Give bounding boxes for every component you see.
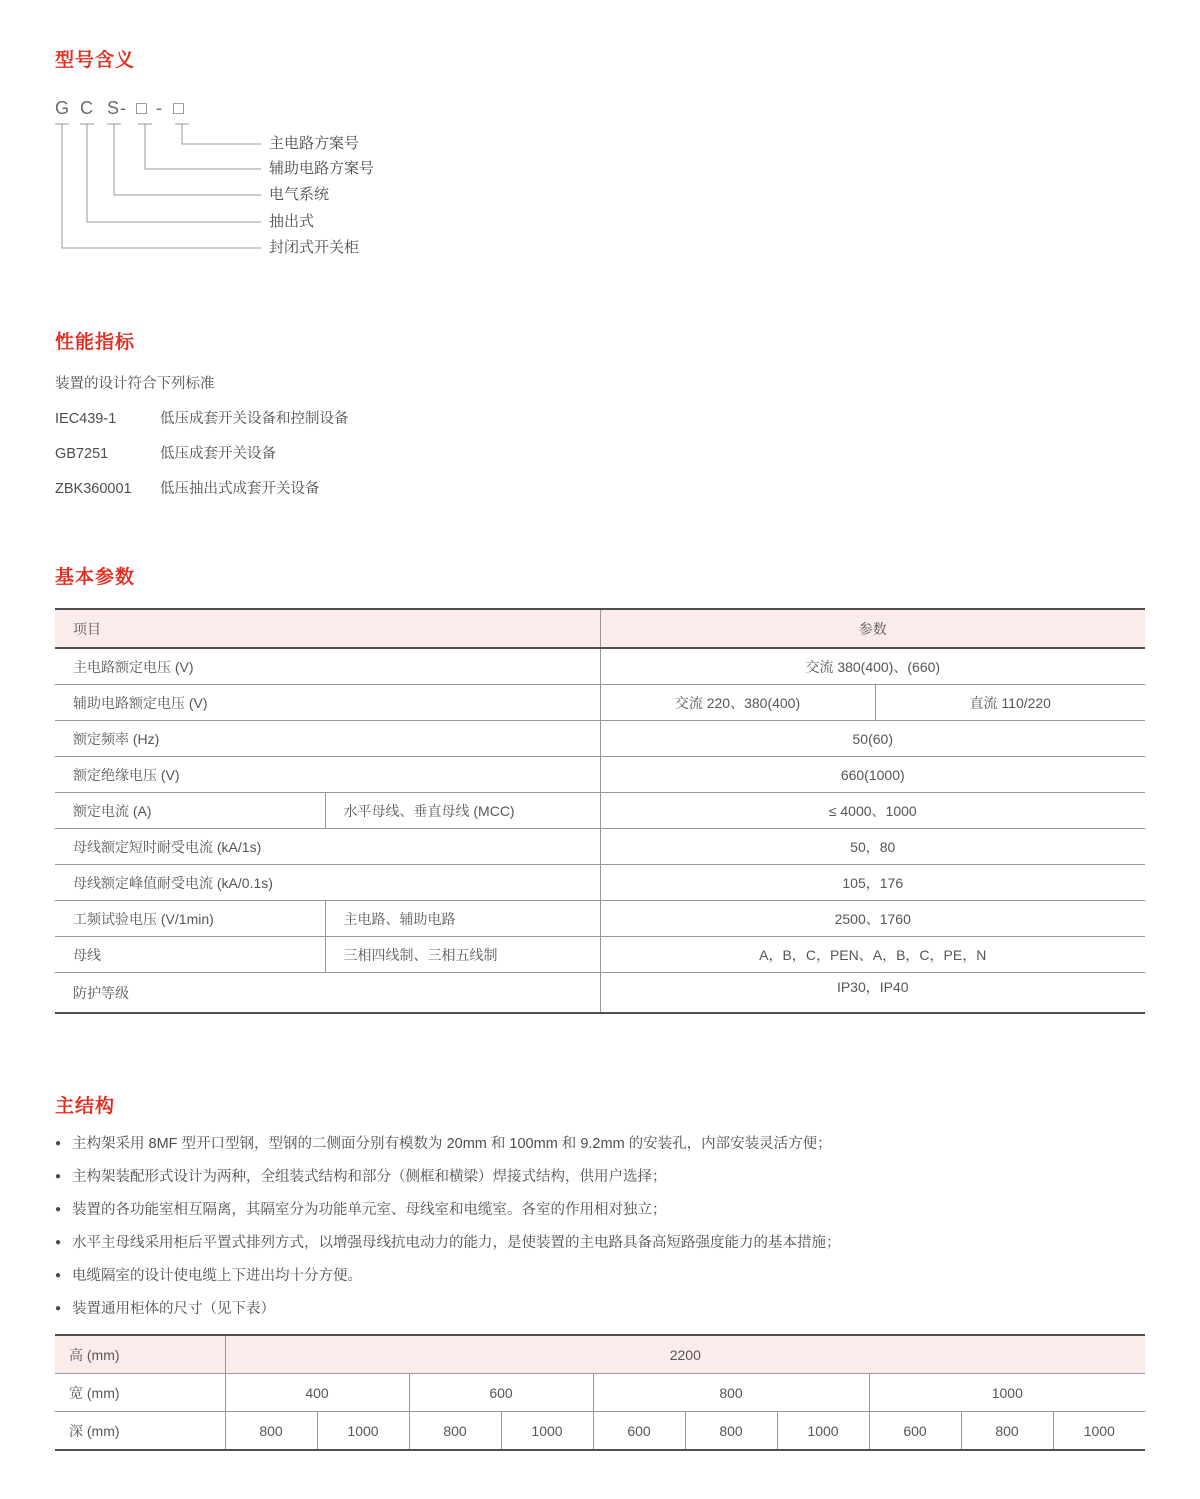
- table-row: [55, 757, 1145, 793]
- dim-depth-value: 1000: [1053, 1412, 1145, 1451]
- dim-depth-value: 800: [685, 1412, 777, 1451]
- table-row: [55, 973, 1145, 1014]
- param-value: 2500、1760: [600, 901, 1145, 937]
- structure-section: [55, 1094, 1145, 1451]
- scheme-placeholder-box: □: [136, 98, 147, 118]
- param-sub-label: 主电路、辅助电路: [325, 901, 600, 937]
- standard-desc: 低压成套开关设备和控制设备: [160, 411, 349, 427]
- bullet-text: 主构架采用 8MF 型开口型钢，型钢的二侧面分别有模数为 20mm 和 100mm 和 9.2mm 的安装孔，内部安装灵活方便；: [72, 1136, 832, 1152]
- section-title-model-meaning: 型号含义: [55, 50, 136, 71]
- dim-width-value: 800: [593, 1374, 869, 1412]
- section-title-structure: 主结构: [55, 1096, 116, 1117]
- standards-intro: 装置的设计符合下列标准: [55, 376, 215, 392]
- param-sub-label: 三相四线制、三相五线制: [325, 937, 600, 973]
- connector-lines: [55, 96, 1145, 268]
- dim-depth-value: 800: [409, 1412, 501, 1451]
- bullet-dot-icon: ●: [55, 1138, 62, 1149]
- dim-depth-value: 600: [593, 1412, 685, 1451]
- standard-row: [55, 479, 1145, 500]
- table-row: [55, 793, 1145, 829]
- params-header-item: 项目: [55, 609, 600, 648]
- model-code-label: 辅助电路方案号: [269, 160, 375, 177]
- param-label: 额定频率 (Hz): [55, 721, 600, 757]
- dim-height-value: 2200: [225, 1335, 1145, 1374]
- section-title-performance: 性能指标: [55, 332, 136, 353]
- param-sub-label: 水平母线、垂直母线 (MCC): [325, 793, 600, 829]
- dim-depth-value: 800: [225, 1412, 317, 1451]
- model-code-diagram: [55, 96, 1145, 268]
- section-title-basic-params: 基本参数: [55, 567, 136, 588]
- param-label: 额定电流 (A): [55, 793, 325, 829]
- bullet-dot-icon: ●: [55, 1171, 62, 1182]
- table-header-row: [55, 609, 1145, 648]
- table-row: [55, 865, 1145, 901]
- param-label: 工频试验电压 (V/1min): [55, 901, 325, 937]
- dims-width-row: [55, 1374, 1145, 1412]
- param-value-dc: 直流 110/220: [875, 685, 1145, 721]
- param-value: 交流 380(400)、(660): [600, 648, 1145, 685]
- bullet-dot-icon: ●: [55, 1237, 62, 1248]
- param-label: 辅助电路额定电压 (V): [55, 685, 600, 721]
- param-value: A，B，C，PEN、A，B，C，PE，N: [600, 937, 1145, 973]
- standard-desc: 低压成套开关设备: [160, 446, 276, 462]
- dim-height-label: 高 (mm): [55, 1335, 225, 1374]
- param-value: IP30，IP40: [600, 973, 1145, 1014]
- model-code-label: 主电路方案号: [269, 135, 360, 152]
- structure-bullet-item: [55, 1134, 1145, 1154]
- model-code-label: 封闭式开关柜: [269, 239, 360, 256]
- table-row: [55, 829, 1145, 865]
- basic-params-section: [55, 565, 1145, 1014]
- param-label: 母线: [55, 937, 325, 973]
- dims-depth-row: [55, 1412, 1145, 1451]
- param-label: 母线额定峰值耐受电流 (kA/0.1s): [55, 865, 600, 901]
- param-value: 50，80: [600, 829, 1145, 865]
- dims-height-row: [55, 1335, 1145, 1374]
- structure-bullet-item: [55, 1167, 1145, 1187]
- standard-code: GB7251: [55, 446, 109, 462]
- bullet-dot-icon: ●: [55, 1303, 62, 1314]
- bullet-text: 装置的各功能室相互隔离，其隔室分为功能单元室、母线室和电缆室。各室的作用相对独立；: [72, 1202, 667, 1218]
- bullet-dot-icon: ●: [55, 1204, 62, 1215]
- bullet-text: 主构架装配形式设计为两种，全组装式结构和部分（侧框和横梁）焊接式结构，供用户选择；: [72, 1169, 667, 1185]
- bullet-dot-icon: ●: [55, 1270, 62, 1281]
- dim-depth-value: 800: [961, 1412, 1053, 1451]
- cabinet-dimensions-table: [55, 1334, 1145, 1451]
- param-label: 主电路额定电压 (V): [55, 648, 600, 685]
- param-value: 660(1000): [600, 757, 1145, 793]
- table-row: [55, 685, 1145, 721]
- dim-width-value: 1000: [869, 1374, 1145, 1412]
- model-code-char: C: [80, 98, 93, 118]
- standard-row: [55, 409, 1145, 430]
- param-value-ac: 交流 220、380(400): [600, 685, 875, 721]
- standard-row: [55, 444, 1145, 465]
- param-label: 防护等级: [55, 973, 600, 1014]
- standard-code: ZBK360001: [55, 481, 132, 497]
- structure-bullet-item: [55, 1200, 1145, 1220]
- bullet-text: 电缆隔室的设计使电缆上下进出均十分方便。: [72, 1268, 362, 1284]
- basic-params-table: [55, 608, 1145, 1014]
- model-code-char: S: [107, 98, 120, 118]
- param-value: 105，176: [600, 865, 1145, 901]
- structure-bullet-item: [55, 1299, 1145, 1319]
- structure-bullet-list: [55, 1134, 1145, 1319]
- structure-bullet-item: [55, 1266, 1145, 1286]
- table-row: [55, 648, 1145, 685]
- param-label: 母线额定短时耐受电流 (kA/1s): [55, 829, 600, 865]
- bullet-text: 装置通用柜体的尺寸（见下表）: [72, 1301, 275, 1317]
- dim-depth-value: 600: [869, 1412, 961, 1451]
- bullet-text: 水平主母线采用柜后平置式排列方式，以增强母线抗电动力的能力，是使装置的主电路具备高短路强度能力的基本措施；: [72, 1235, 841, 1251]
- dim-width-label: 宽 (mm): [55, 1374, 225, 1412]
- structure-bullet-item: [55, 1233, 1145, 1253]
- dash-separator: -: [156, 98, 162, 118]
- dim-width-value: 400: [225, 1374, 409, 1412]
- performance-section: [55, 330, 1145, 500]
- model-code-label: 电气系统: [269, 186, 330, 203]
- scheme-placeholder-box: □: [173, 98, 184, 118]
- model-code-char: G: [55, 98, 70, 118]
- param-label: 额定绝缘电压 (V): [55, 757, 600, 793]
- param-value: 50(60): [600, 721, 1145, 757]
- standard-code: IEC439-1: [55, 411, 117, 427]
- dim-depth-value: 1000: [501, 1412, 593, 1451]
- dim-depth-label: 深 (mm): [55, 1412, 225, 1451]
- table-row: [55, 937, 1145, 973]
- model-code-label: 抽出式: [269, 213, 315, 230]
- standard-desc: 低压抽出式成套开关设备: [160, 481, 320, 497]
- dim-depth-value: 1000: [317, 1412, 409, 1451]
- params-header-value: 参数: [600, 609, 1145, 648]
- table-row: [55, 901, 1145, 937]
- table-row: [55, 721, 1145, 757]
- dim-width-value: 600: [409, 1374, 593, 1412]
- dim-depth-value: 1000: [777, 1412, 869, 1451]
- param-value: ≤ 4000、1000: [600, 793, 1145, 829]
- dash-separator: -: [120, 98, 126, 118]
